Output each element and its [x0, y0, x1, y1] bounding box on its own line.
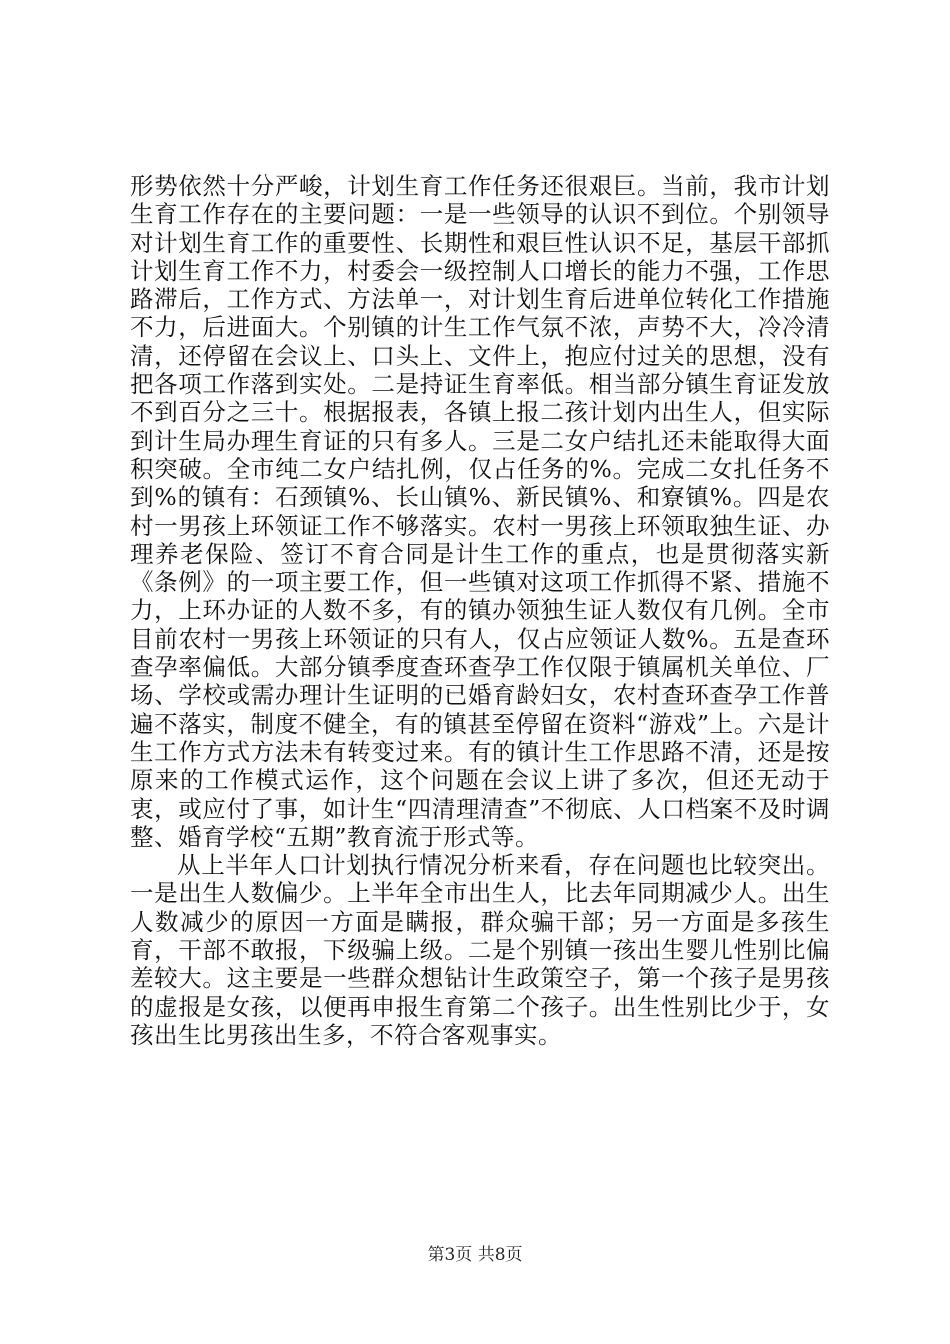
paragraph-1: 形势依然十分严峻，计划生育工作任务还很艰巨。当前，我市计划生育工作存在的主要问题：一是一些领导的认识不到位。个别领导对计划生育工作的重要性、长期性和艰巨性认识不足，基层干部抓计划生育工作不力，村委会一级控制人口增长的能力不强，工作思路滞后，工作方式、方法单一，对计划生育后进单位转化工作措施不力，后进面大。个别镇的计生工作气氛不浓，声势不大，冷冷清清，还停留在会议上、口头上、文件上，抱应付过关的思想，没有把各项工作落到实处。二是持证生育率低。相当部分镇生育证发放不到百分之三十。根据报表，各镇上报二孩计划内出生人，但实际到计生局办理生育证的只有多人。三是二女户结扎还未能取得大面积突破。全市纯二女户结扎例，仅占任务的%。完成二女扎任务不到%的镇有：石颈镇%、长山镇%、新民镇%、和寮镇%。四是农村一男孩上环领证工作不够落实。农村一男孩上环领取独生证、办理养老保险、签订不育合同是计生工作的重点，也是贯彻落实新《条例》的一项主要工作，但一些镇对这项工作抓得不紧、措施不力，上环办证的人数不多，有的镇办领独生证人数仅有几例。全市目前农村一男孩上环领证的只有人，仅占应领证人数%。五是查环查孕率偏低。大部分镇季度查环查孕工作仅限于镇属机关单位、厂场、学校或需办理计生证明的已婚育龄妇女，农村查环查孕工作普遍不落实，制度不健全，有的镇甚至停留在资料“游戏”上。六是计生工作方式方法未有转变过来。有的镇计生工作思路不清，还是按原来的工作模式运作，这个问题在会议上讲了多次，但还无动于衷，或应付了事，如计生“四清理清查”不彻底、人口档案不及时调整、婚育学校“五期”教育流于形式等。 [130, 172, 830, 851]
paragraph-2: 从上半年人口计划执行情况分析来看，存在问题也比较突出。一是出生人数偏少。上半年全市出生人，比去年同期减少人。出生人数减少的原因一方面是瞒报，群众骗干部；另一方面是多孩生育，干部不敢报，下级骗上级。二是个别镇一孩出生婴儿性别比偏差较大。这主要是一些群众想钻计生政策空子，第一个孩子是男孩的虚报是女孩，以便再申报生育第二个孩子。出生性别比少于，女孩出生比男孩出生多，不符合客观事实。 [130, 851, 830, 1049]
page-footer: 第3页 共8页 [427, 1245, 523, 1265]
document-body [130, 172, 830, 1049]
